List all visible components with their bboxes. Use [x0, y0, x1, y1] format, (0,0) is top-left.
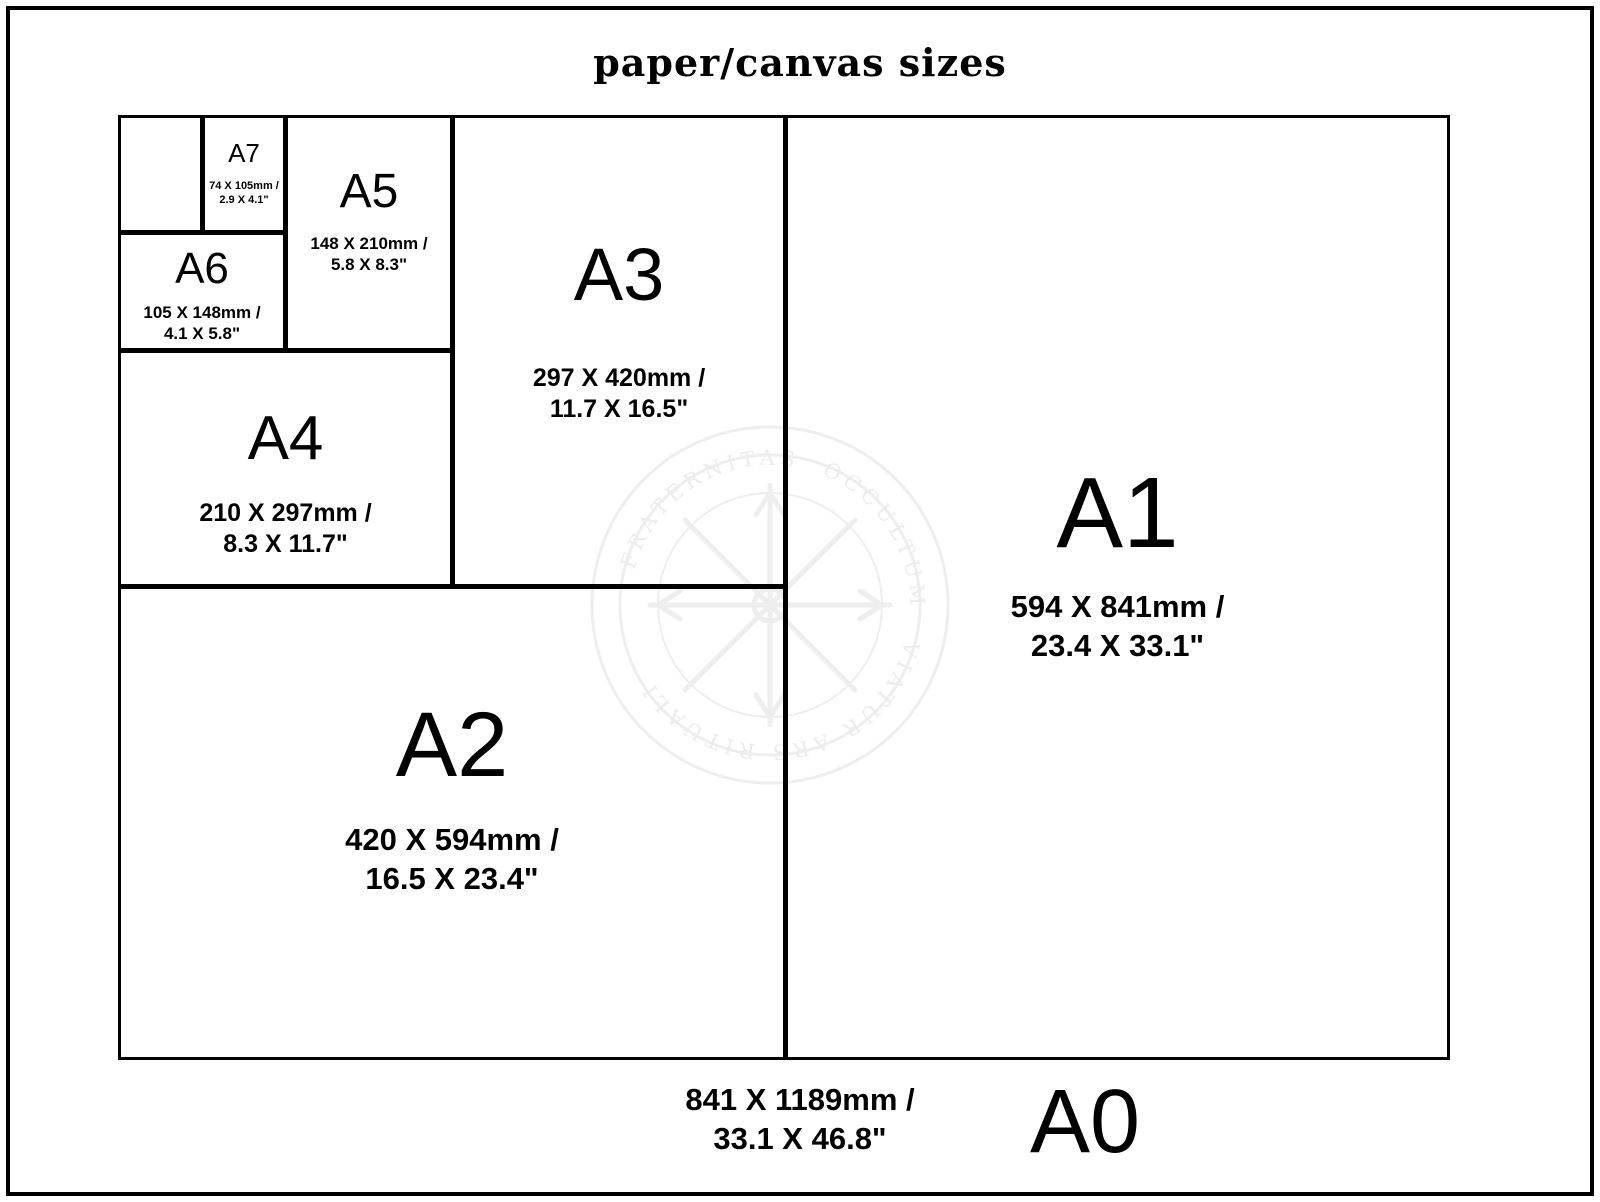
- size-label-a6: A6: [175, 244, 229, 293]
- size-dims-in-a5: 5.8 X 8.3": [330, 255, 408, 275]
- size-dims-a1: [788, 588, 1447, 666]
- size-dims-mm-a0: 841 X 1189mm /: [685, 1082, 915, 1117]
- size-caption-a0: [0, 1072, 1600, 1195]
- size-label-a0: A0: [1029, 1072, 1141, 1172]
- svg-text:VIATUR ARS RITUALI: VIATUR ARS RITUALI: [635, 638, 924, 765]
- size-dims-mm-a2: 420 X 594mm /: [345, 822, 559, 857]
- size-label-a2: A2: [395, 694, 509, 796]
- size-label-a1: A1: [1056, 457, 1179, 569]
- size-dims-mm-a3: 297 X 420mm /: [532, 364, 706, 392]
- size-dims-mm-a6: 105 X 148mm /: [143, 303, 261, 322]
- size-box-a5: [285, 115, 453, 351]
- size-dims-in-a7: 2.9 X 4.1": [219, 193, 269, 206]
- size-label-a7: A7: [228, 138, 260, 168]
- size-box-a3: [452, 115, 786, 587]
- size-dims-in-a4: 8.3 X 11.7": [223, 530, 348, 559]
- page-title: paper/canvas sizes: [593, 40, 1007, 85]
- svg-text:FRATERNITAS: FRATERNITAS: [616, 445, 802, 572]
- size-dims-mm-a4: 210 X 297mm /: [199, 499, 372, 527]
- size-label-a3: A3: [573, 233, 665, 316]
- size-dims-a2: [121, 821, 783, 899]
- size-dims-a7: [205, 180, 283, 208]
- size-box-a1: [785, 115, 1450, 1060]
- size-dims-in-a3: 11.7 X 16.5": [549, 395, 689, 424]
- size-dims-in-a6: 4.1 X 5.8": [163, 324, 241, 344]
- size-dims-a4: [121, 498, 450, 561]
- size-box-a7: [202, 115, 286, 233]
- size-dims-in-a1: 23.4 X 33.1": [1030, 627, 1205, 663]
- size-label-a5: A5: [339, 165, 399, 218]
- size-box-a2: [118, 586, 786, 1060]
- size-dims-in-a0: 33.1 X 46.8": [713, 1120, 887, 1156]
- size-dims-a5: [288, 233, 450, 276]
- size-dims-a6: [121, 302, 283, 345]
- size-dims-in-a2: 16.5 X 23.4": [365, 860, 539, 896]
- size-box-a4: [118, 350, 453, 587]
- size-box-a8-blank: [118, 115, 203, 233]
- size-dims-mm-a5: 148 X 210mm /: [310, 234, 428, 253]
- size-box-a6: [118, 232, 286, 351]
- size-dims-a0: [0, 1081, 1600, 1159]
- size-dims-mm-a7: 74 X 105mm /: [209, 180, 279, 192]
- svg-text:OCCULTUM: OCCULTUM: [819, 457, 930, 611]
- size-label-a4: A4: [247, 404, 324, 473]
- size-dims-a3: [455, 363, 783, 426]
- size-dims-mm-a1: 594 X 841mm /: [1010, 589, 1225, 624]
